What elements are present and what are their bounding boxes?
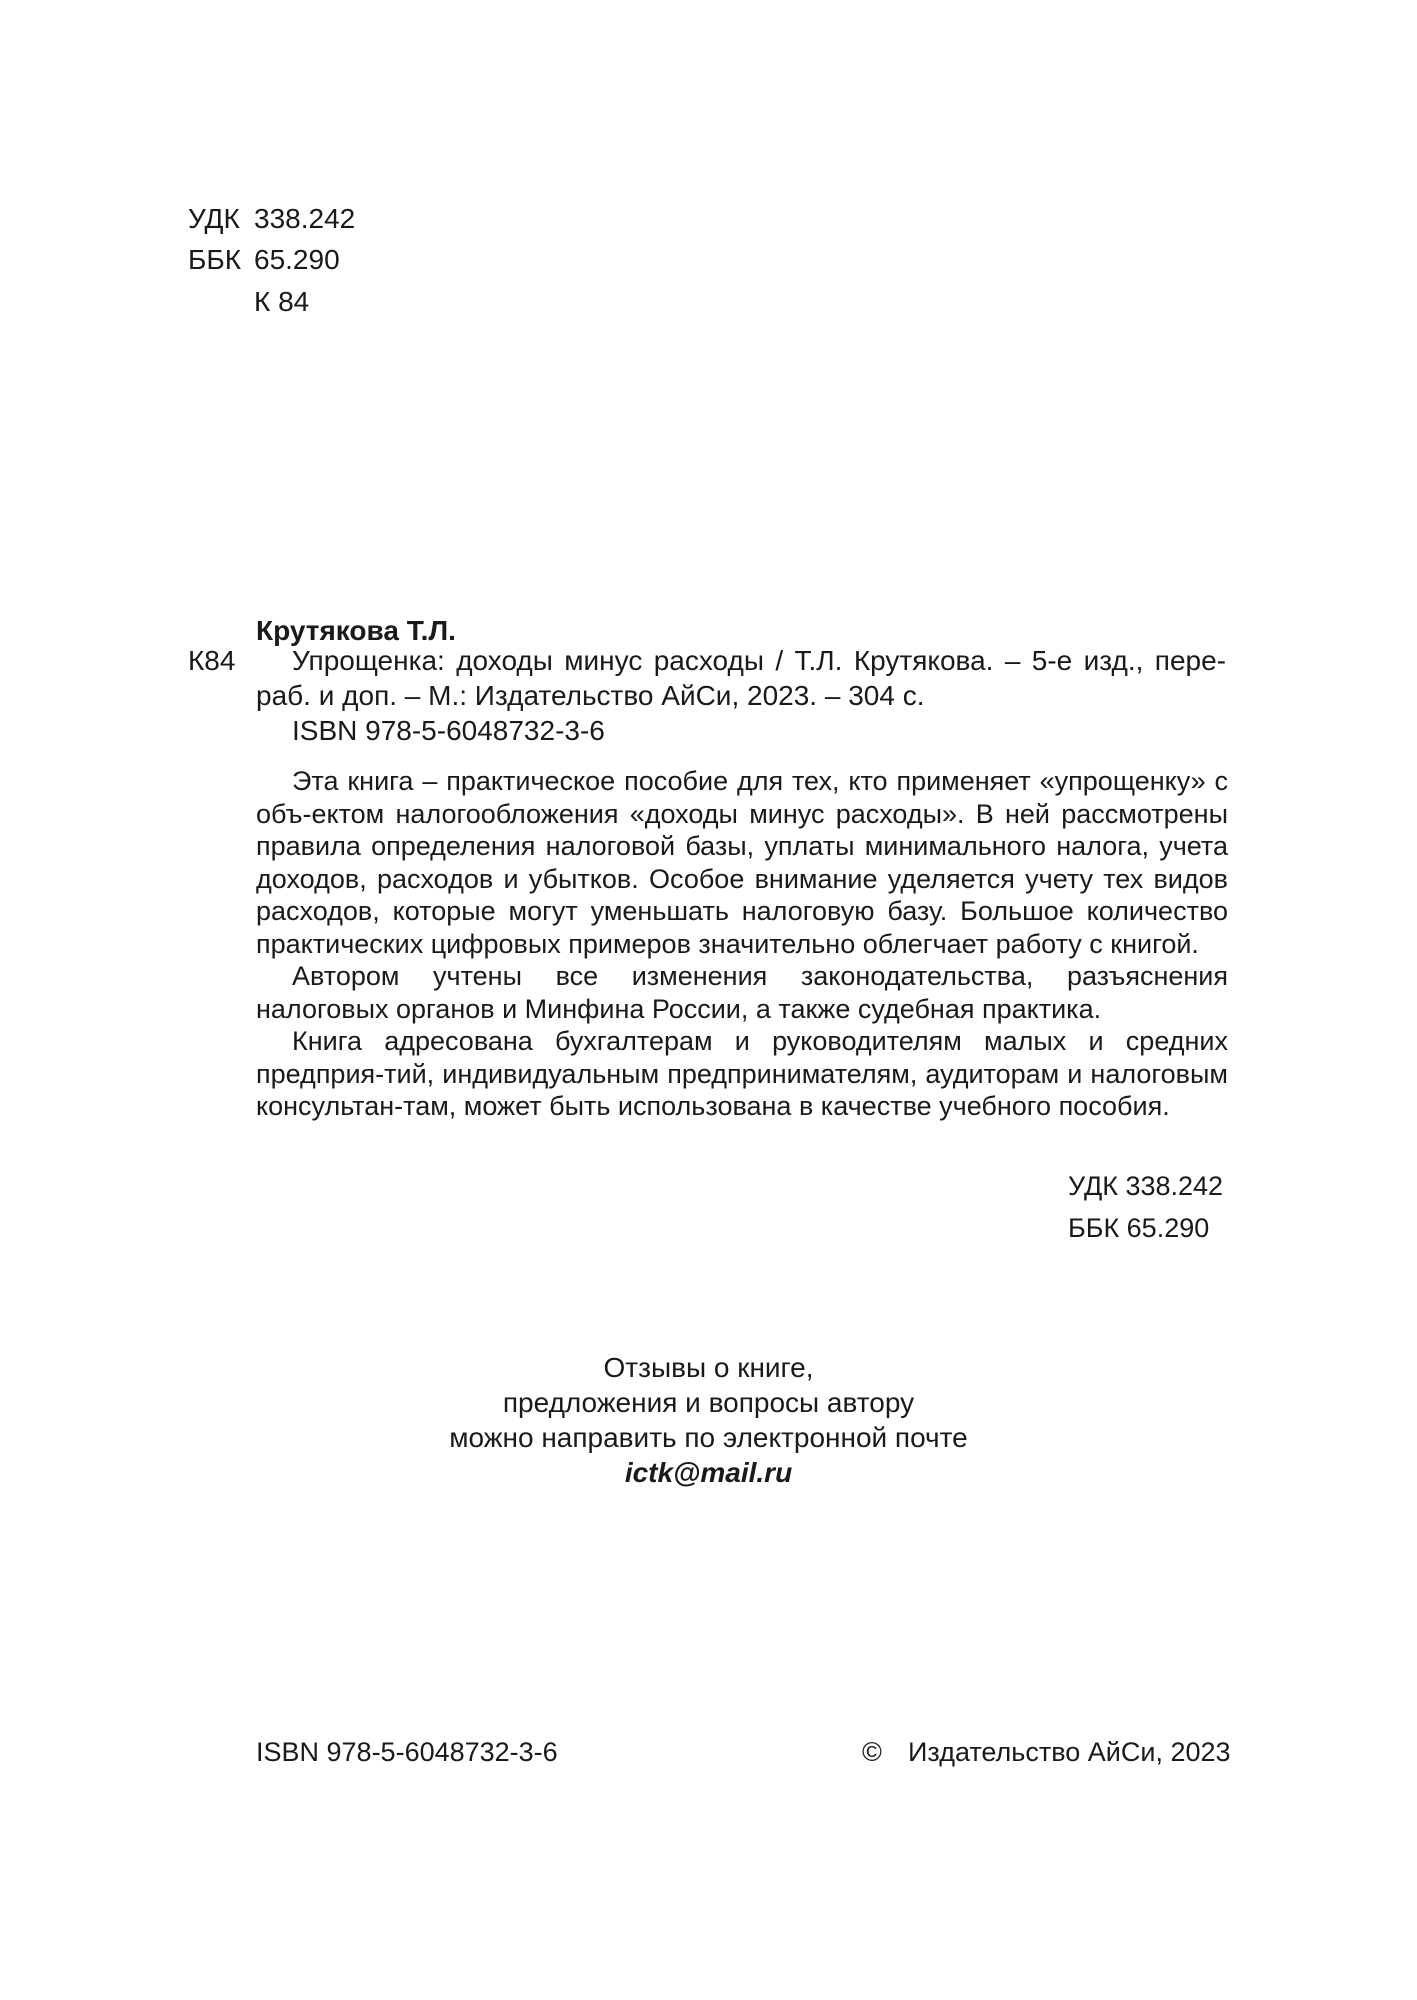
udk-code-bottom: УДК 338.242 <box>1068 1171 1224 1201</box>
copyright-text: Издательство АйСи, 2023 <box>908 1737 1231 1767</box>
feedback-line-3: можно направить по электронной почте <box>449 1422 968 1453</box>
annotation-paragraph: Книга адресована бухгалтерам и руководителям малых и средних предприя-тий, индивидуальным предпринимателям, аудиторам и налоговым консультан-там, может быть использована в качестве учебного пособия. <box>256 1026 1228 1121</box>
author-sign-left: К84 <box>188 645 236 676</box>
author-name: Крутякова Т.Л. <box>256 615 456 646</box>
author-sign-value: К 84 <box>254 286 310 317</box>
feedback-line-2: предложения и вопросы автору <box>502 1387 915 1418</box>
bbk-value: 65.290 <box>254 244 340 275</box>
footer-isbn: ISBN 978-5-6048732-3-6 <box>256 1737 558 1767</box>
bibliographic-description: Упрощенка: доходы минус расходы / Т.Л. Крутякова. – 5-е изд., пере-раб. и доп. – М.: Издательство АйСи, 2023. – 304 с. <box>256 645 1226 711</box>
feedback-email[interactable]: ictk@mail.ru <box>624 1457 793 1488</box>
annotation <box>256 765 1228 1123</box>
bbk-label: ББК <box>188 244 242 275</box>
annotation-paragraph: Автором учтены все изменения законодательства, разъяснения налоговых органов и Минфина России, а также судебная практика. <box>256 961 1228 1024</box>
udk-label: УДК <box>188 203 240 234</box>
udk-value: 338.242 <box>254 203 356 234</box>
bibliographic-record <box>256 643 1226 748</box>
author-sign-top <box>188 282 309 322</box>
footer-copyright <box>862 1732 1231 1772</box>
copyright-icon: © <box>862 1737 882 1767</box>
bbk-code-top <box>188 240 340 280</box>
annotation-paragraph: Эта книга – практическое пособие для тех, кто применяет «упрощенку» с объ-ектом налогообложения «доходы минус расходы». В ней рассмотрены правила определения налоговой базы, уплаты минимального налога, учета доходов, расходов и убытков. Особое внимание уделяется учету тех видов расходов, которые могут уменьшать налоговую базу. Большое количество практических цифровых примеров значительно облегчает работу с книгой. <box>256 766 1228 959</box>
bbk-code-bottom: ББК 65.290 <box>1068 1213 1210 1243</box>
feedback-line-1: Отзывы о книге, <box>603 1352 814 1383</box>
bibliographic-isbn: ISBN 978-5-6048732-3-6 <box>292 715 605 746</box>
udk-code-top <box>188 199 355 239</box>
feedback-block <box>0 1350 1417 1490</box>
